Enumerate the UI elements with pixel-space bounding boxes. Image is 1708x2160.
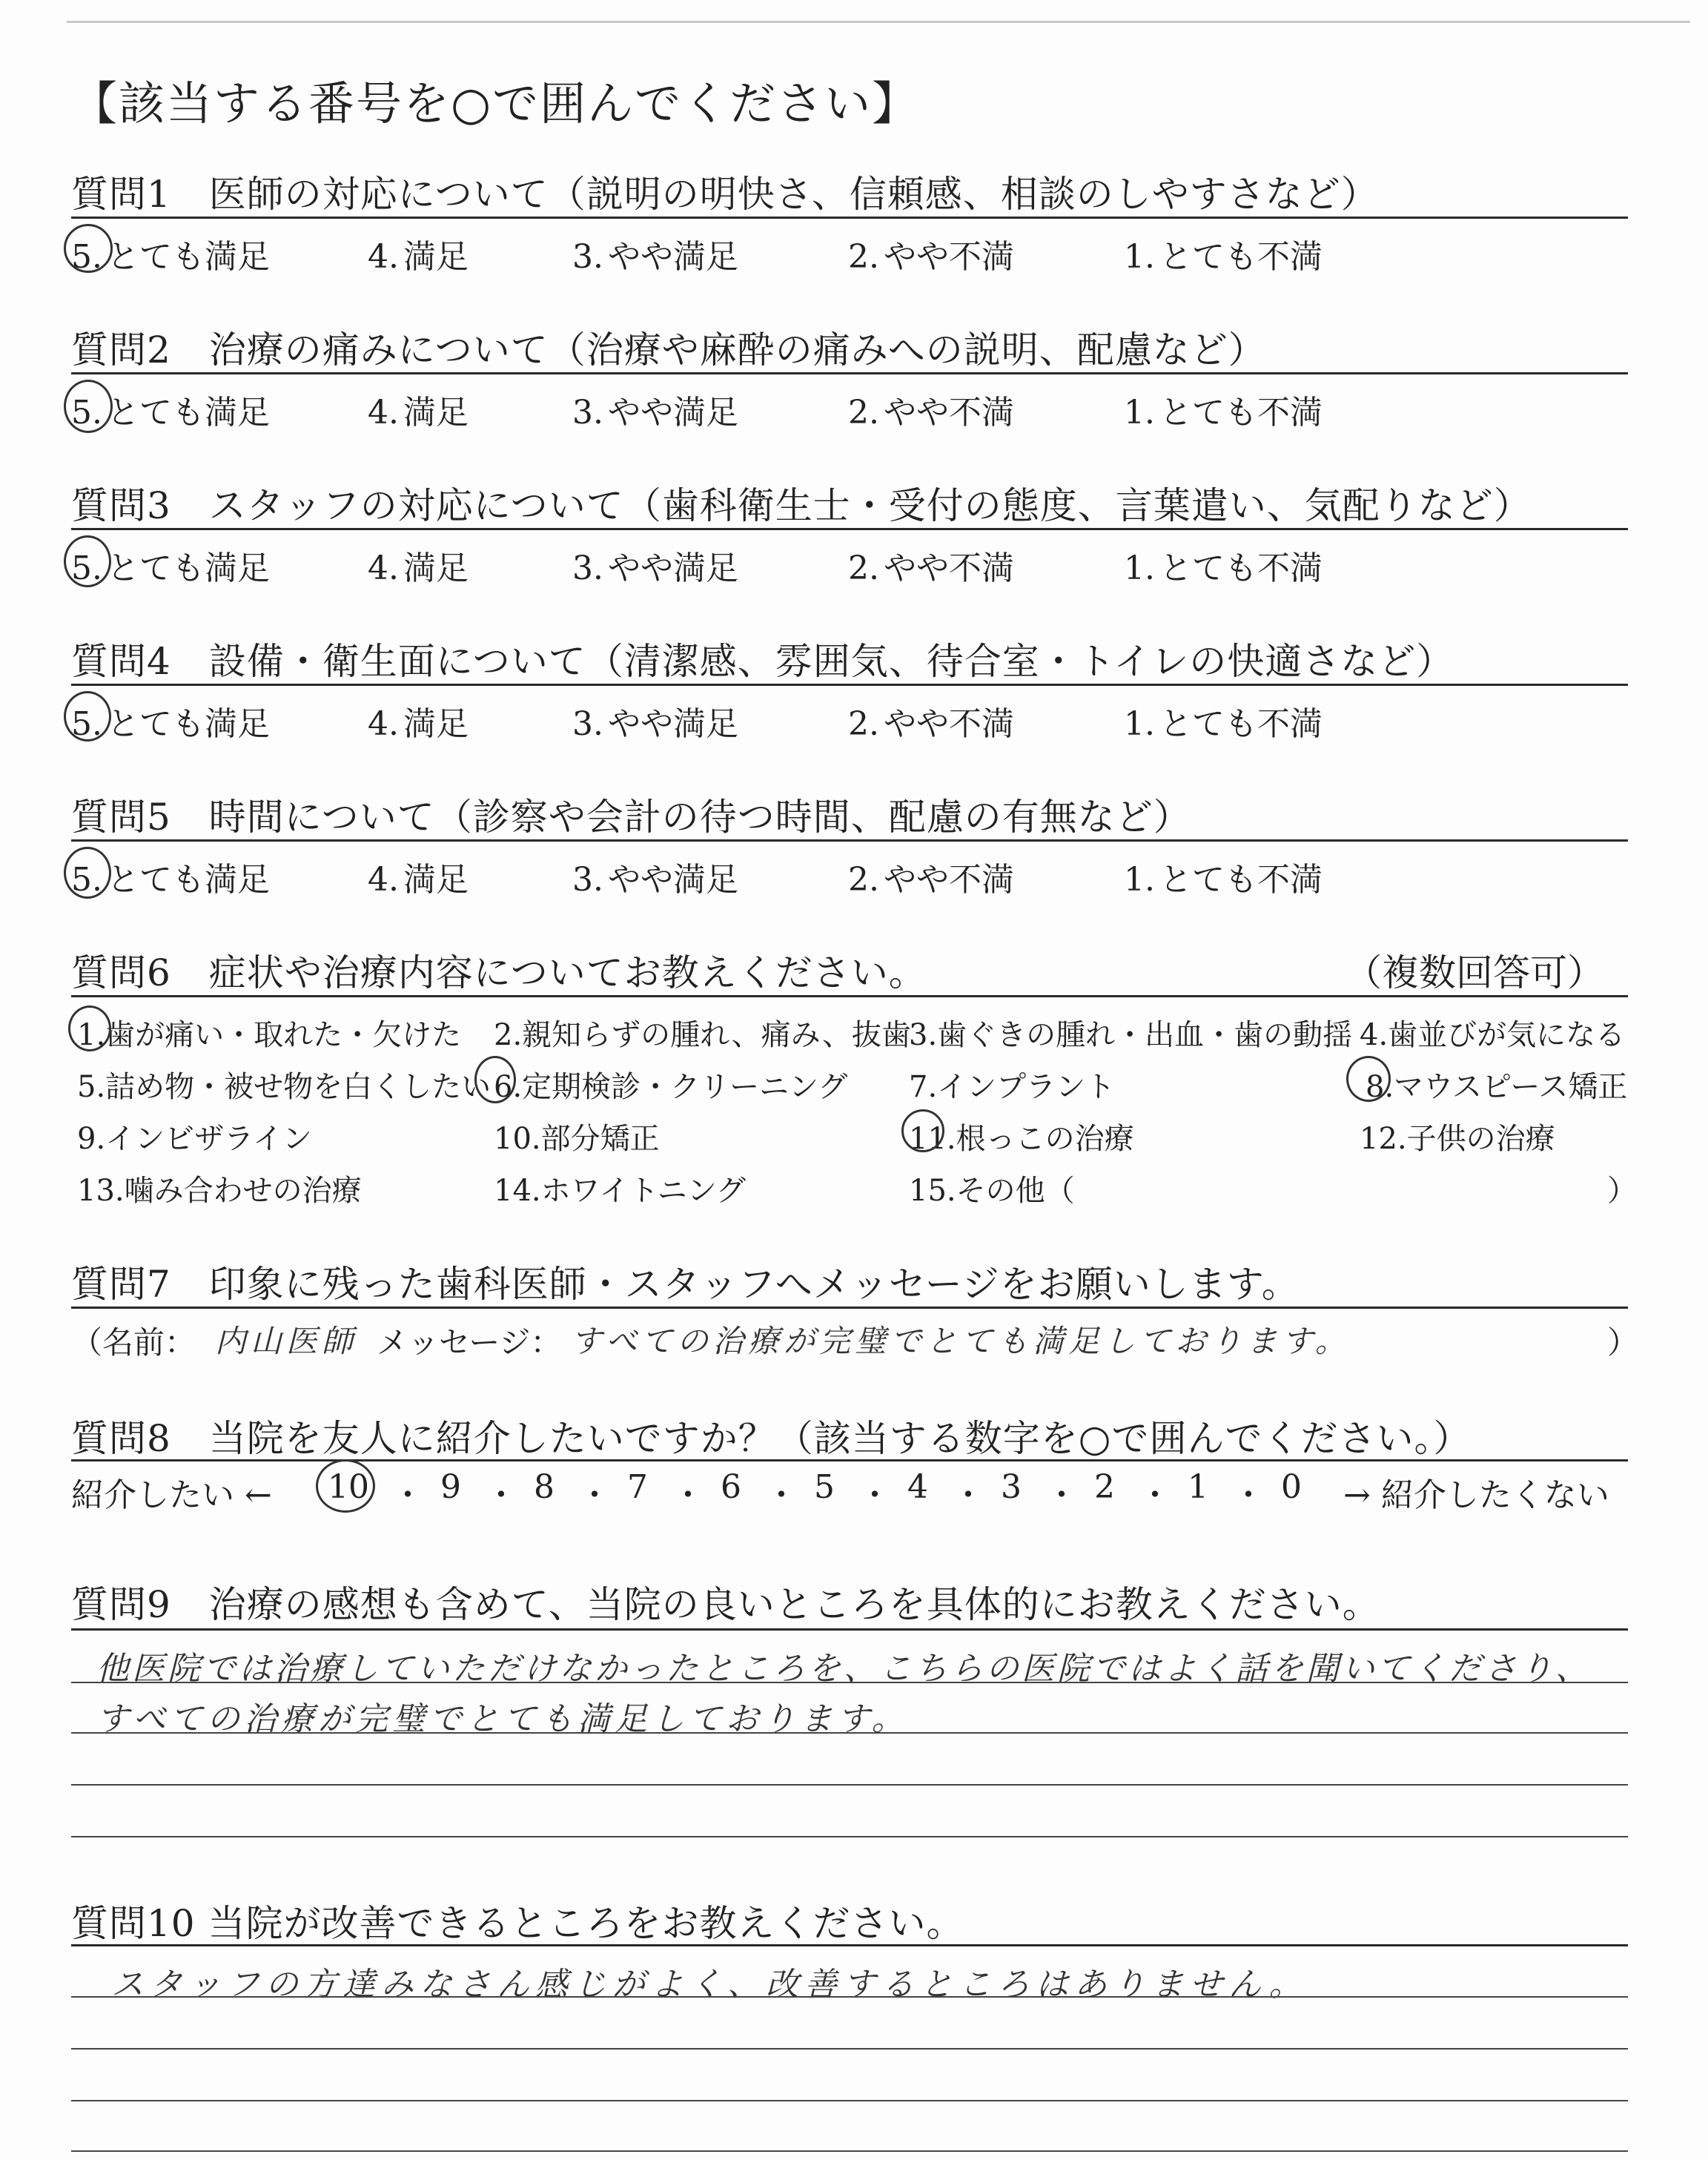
q6-item-12[interactable]: 12.子供の治療: [1360, 1122, 1555, 1156]
q5-option-2[interactable]: 2. やや不満: [848, 861, 1014, 899]
q6-item-8[interactable]: 8.マウスピース矯正: [1366, 1070, 1628, 1104]
q6-item-10[interactable]: 10.部分矯正: [494, 1122, 660, 1156]
q4-option-4[interactable]: 4. 満足: [368, 705, 469, 743]
q2-rule: [71, 372, 1628, 374]
q8-sep: ・: [672, 1476, 704, 1514]
q6-title: 質問6 症状や治療内容についてお教えください。: [71, 951, 927, 994]
q4-option-1[interactable]: 1. とても不満: [1124, 705, 1323, 743]
q8-value-7[interactable]: 7: [627, 1468, 648, 1506]
q6-other-close: ）: [1607, 1174, 1637, 1208]
q6-item-7[interactable]: 7.インプラント: [909, 1070, 1116, 1104]
q2-title: 質問2 治療の痛みについて（治療や麻酔の痛みへの説明、配慮など）: [71, 328, 1266, 371]
q1-option-2[interactable]: 2. やや不満: [848, 238, 1014, 276]
q8-value-5[interactable]: 5: [814, 1468, 835, 1506]
q8-value-1[interactable]: 1: [1188, 1468, 1208, 1506]
q7-rule: [71, 1307, 1628, 1309]
q8-value-8[interactable]: 8: [534, 1468, 555, 1506]
q2-option-4[interactable]: 4. 満足: [368, 394, 469, 432]
q10-title: 質問10 当院が改善できるところをお教えください。: [71, 1902, 964, 1945]
q9-writing-line: [71, 1682, 1628, 1683]
q6-item-13[interactable]: 13.噛み合わせの治療: [77, 1174, 362, 1208]
q9-writing-line: [71, 1784, 1628, 1786]
q6-item-1[interactable]: 1.歯が痛い・取れた・欠けた: [77, 1018, 462, 1052]
q9-answer-line-2[interactable]: すべての治療が完璧でとても満足しております。: [96, 1700, 909, 1738]
q8-title: 質問8 当院を友人に紹介したいですか？（該当する数字を○で囲んでください。）: [71, 1417, 1472, 1460]
q8-sep: ・: [391, 1476, 424, 1514]
q8-sep: ・: [1139, 1476, 1171, 1514]
q6-items: [71, 1011, 1637, 1234]
q6-item-2[interactable]: 2.親知らずの腫れ、痛み、抜歯: [494, 1018, 911, 1052]
q8-value-10[interactable]: 10: [328, 1468, 369, 1506]
q2-option-2[interactable]: 2. やや不満: [848, 394, 1014, 432]
q1-option-1[interactable]: 1. とても不満: [1124, 238, 1323, 276]
q3-option-3[interactable]: 3. やや満足: [572, 549, 738, 587]
q7-name-value[interactable]: 内山医師: [215, 1323, 358, 1359]
q8-sep: ・: [858, 1476, 891, 1514]
q8-left-label: 紹介したい ←: [71, 1476, 272, 1514]
q10-writing-line: [71, 1996, 1628, 1998]
q3-option-4[interactable]: 4. 満足: [368, 549, 469, 587]
q7-message-label: メッセージ：: [377, 1324, 562, 1361]
q4-title: 質問4 設備・衛生面について（清潔感、雰囲気、待合室・トイレの快適さなど）: [71, 640, 1454, 683]
q10-writing-line: [71, 2048, 1628, 2050]
q9-title: 質問9 治療の感想も含めて、当院の良いところを具体的にお教えください。: [71, 1583, 1380, 1626]
q5-option-1[interactable]: 1. とても不満: [1124, 861, 1323, 899]
q4-rule: [71, 684, 1628, 686]
q8-sep: ・: [485, 1476, 517, 1514]
q6-item-15[interactable]: 15.その他（: [909, 1174, 1075, 1208]
q3-option-2[interactable]: 2. やや不満: [848, 549, 1014, 587]
q9-rule: [71, 1628, 1628, 1631]
q2-option-3[interactable]: 3. やや満足: [572, 394, 738, 432]
q5-option-3[interactable]: 3. やや満足: [572, 861, 738, 899]
q8-right-label: → 紹介したくない: [1343, 1476, 1609, 1514]
q5-option-5[interactable]: 5. とても満足: [71, 861, 270, 899]
q4-option-5[interactable]: 5. とても満足: [71, 705, 270, 743]
q8-value-9[interactable]: 9: [440, 1468, 461, 1506]
q5-title: 質問5 時間について（診察や会計の待つ時間、配慮の有無など）: [71, 796, 1191, 839]
q8-value-3[interactable]: 3: [1001, 1468, 1022, 1506]
q8-sep: ・: [952, 1476, 984, 1514]
q5-rule: [71, 839, 1628, 842]
q6-note: （複数回答可）: [1345, 951, 1604, 994]
q10-writing-line: [71, 2100, 1628, 2101]
q8-sep: ・: [765, 1476, 798, 1514]
q6-item-11[interactable]: 11.根っこの治療: [909, 1122, 1134, 1156]
q7-name-label: （名前：: [71, 1324, 196, 1361]
q8-scale: [71, 1468, 1628, 1513]
q8-value-6[interactable]: 6: [721, 1468, 741, 1506]
q3-options: [71, 541, 1628, 587]
q1-options: [71, 230, 1628, 276]
q2-option-5[interactable]: 5. とても満足: [71, 394, 270, 432]
q5-option-4[interactable]: 4. 満足: [368, 861, 469, 899]
scan-edge: [67, 21, 1690, 23]
q5-options: [71, 853, 1628, 899]
q1-option-5[interactable]: 5. とても満足: [71, 238, 270, 276]
q10-rule: [71, 1944, 1628, 1946]
q7-close: ）: [1607, 1324, 1639, 1361]
q7-message-value[interactable]: すべての治療が完璧でとても満足しております。: [571, 1323, 1351, 1359]
page-title: 【該当する番号を○で囲んでください】: [71, 76, 920, 131]
q9-answer-line-1[interactable]: 他医院では治療していただけなかったところを、こちらの医院ではよく話を聞いてくださり、: [96, 1650, 1591, 1688]
q8-sep: ・: [578, 1476, 611, 1514]
q6-item-3[interactable]: 3.歯ぐきの腫れ・出血・歯の動揺: [909, 1018, 1353, 1052]
q9-writing-line: [71, 1836, 1628, 1837]
q1-title: 質問1 医師の対応について（説明の明快さ、信頼感、相談のしやすさなど）: [71, 173, 1379, 216]
q6-item-14[interactable]: 14.ホワイトニング: [494, 1174, 747, 1208]
q10-writing-line: [71, 2150, 1628, 2152]
q8-value-4[interactable]: 4: [907, 1468, 928, 1506]
q6-item-9[interactable]: 9.インビザライン: [77, 1122, 312, 1156]
q8-sep: ・: [1232, 1476, 1265, 1514]
q3-option-5[interactable]: 5. とても満足: [71, 549, 270, 587]
q1-option-3[interactable]: 3. やや満足: [572, 238, 738, 276]
q8-sep: ・: [1045, 1476, 1078, 1514]
q2-options: [71, 386, 1628, 432]
q8-value-0[interactable]: 0: [1281, 1468, 1302, 1506]
q6-item-4[interactable]: 4.歯並びが気になる: [1360, 1018, 1626, 1052]
q2-option-1[interactable]: 1. とても不満: [1124, 394, 1323, 432]
q3-title: 質問3 スタッフの対応について（歯科衛生士・受付の態度、言葉遣い、気配りなど）: [71, 484, 1532, 527]
q1-rule: [71, 217, 1628, 219]
q4-options: [71, 697, 1628, 743]
q6-item-6[interactable]: 6.定期検診・クリーニング: [494, 1070, 848, 1104]
q6-rule: [71, 995, 1628, 997]
q8-value-2[interactable]: 2: [1094, 1468, 1115, 1506]
q6-item-5[interactable]: 5.詰め物・被せ物を白くしたい: [77, 1070, 491, 1104]
q7-title: 質問7 印象に残った歯科医師・スタッフへメッセージをお願いします。: [71, 1263, 1300, 1306]
q8-rule: [71, 1459, 1628, 1462]
q4-option-3[interactable]: 3. やや満足: [572, 705, 738, 743]
q3-rule: [71, 528, 1628, 530]
q10-answer-line-1[interactable]: スタッフの方達みなさん感じがよく、改善するところはありません。: [111, 1966, 1308, 2004]
q9-writing-line: [71, 1732, 1628, 1734]
q4-option-2[interactable]: 2. やや不満: [848, 705, 1014, 743]
q1-option-4[interactable]: 4. 満足: [368, 238, 469, 276]
q3-option-1[interactable]: 1. とても不満: [1124, 549, 1323, 587]
